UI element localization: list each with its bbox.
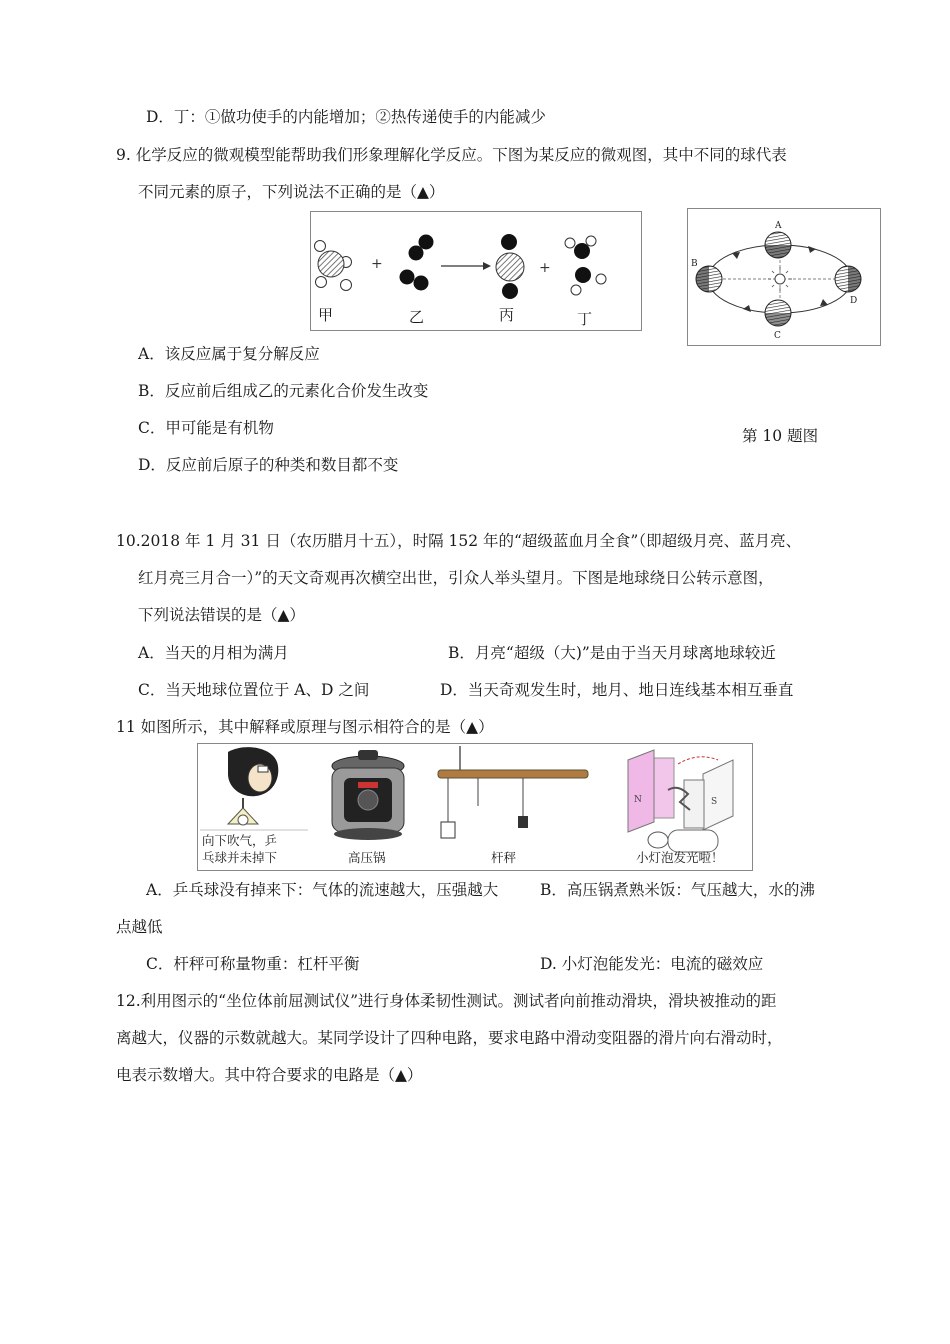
q11-option-b-cont: 点越低: [116, 918, 163, 936]
blowing-person-illustration: [228, 747, 278, 825]
q10-option-d: D．当天奇观发生时，地月、地日连线基本相互垂直: [440, 681, 794, 699]
molecule-yi: [400, 235, 434, 291]
q9-stem-line1: 9. 化学反应的微观模型能帮助我们形象理解化学反应。下图为某反应的微观图，其中不同的球代表: [116, 146, 787, 164]
q11-option-b: B．高压锅煮熟米饭：气压越大，水的沸: [540, 881, 815, 899]
q12-stem-line2: 离越大，仪器的示数就越大。某同学设计了四种电路，要求电路中滑动变阻器的滑片向右滑动时，: [116, 1029, 783, 1047]
q11-option-d: D. 小灯泡能发光：电流的磁效应: [540, 955, 764, 973]
point-d: D: [850, 296, 858, 306]
steelyard-illustration: [438, 746, 588, 838]
molecule-bing: [496, 234, 524, 299]
q10-figure-caption: 第 10 题图: [742, 427, 819, 445]
q9-option-b: B．反应前后组成乙的元素化合价发生改变: [138, 382, 429, 400]
pressure-cooker-illustration: [332, 750, 404, 840]
q11-stem: 11 如图所示，其中解释或原理与图示相符合的是（▲）: [116, 718, 494, 736]
q11-figure-strip: [197, 743, 753, 871]
q10-option-b: B．月亮“超级（大)”是由于当天月球离地球较近: [448, 644, 776, 662]
earth-a: [765, 232, 791, 258]
label-bing: 丙: [499, 306, 515, 324]
q10-stem-line1: 10.2018 年 1 月 31 日（农历腊月十五），时隔 152 年的“超级蓝血月全食”（即超级月亮、蓝月亮、: [116, 532, 802, 550]
q10-stem-line3: 下列说法错误的是（▲）: [138, 606, 305, 624]
q9-stem-line2: 不同元素的原子，下列说法不正确的是（▲）: [138, 183, 445, 201]
earth-b: [696, 266, 722, 292]
q9-reaction-figure: [310, 211, 642, 331]
q12-stem-line1: 12.利用图示的“坐位体前屈测试仪”进行身体柔韧性测试。测试者向前推动滑块，滑块被推动的距: [116, 992, 777, 1010]
q10-orbit-figure: [687, 208, 881, 346]
q9-option-c: C．甲可能是有机物: [138, 419, 274, 437]
earth-c: [765, 300, 791, 326]
label-ding: 丁: [577, 310, 593, 328]
q9-option-a: A．该反应属于复分解反应: [138, 345, 320, 363]
q11-option-c: C．杆秤可称量物重：杠杆平衡: [146, 955, 360, 973]
molecule-jia: [315, 241, 352, 291]
q10-stem-line2: 红月亮三月合一）”的天文奇观再次横空出世，引众人举头望月。下图是地球绕日公转示意图，: [138, 569, 774, 587]
q8-option-d: D．丁：①做功使手的内能增加；②热传递使手的内能减少: [146, 108, 546, 126]
caption-blowing-2: 乓球并未掉下: [202, 850, 278, 865]
q10-option-a: A．当天的月相为满月: [138, 644, 289, 662]
plus-sign-1: +: [371, 256, 383, 272]
q12-stem-line3: 电表示数增大。其中符合要求的电路是（▲）: [116, 1066, 423, 1084]
label-yi: 乙: [409, 308, 425, 326]
point-c: C: [774, 331, 781, 341]
point-a: A: [775, 221, 782, 231]
caption-steelyard: 杆秤: [491, 850, 517, 865]
q9-option-d: D．反应前后原子的种类和数目都不变: [138, 456, 399, 474]
reaction-arrow: [441, 262, 491, 270]
magnet-lamp-illustration: [628, 750, 733, 852]
point-b: B: [691, 259, 698, 269]
plus-sign-2: +: [539, 260, 551, 276]
earth-orbit-diagram: [688, 209, 880, 345]
caption-lamp: 小灯泡发光啦！: [636, 850, 724, 865]
q10-option-c: C．当天地球位置位于 A、D 之间: [138, 681, 370, 699]
magnet-n-label: N: [634, 795, 642, 805]
caption-pressure-cooker: 高压锅: [348, 850, 386, 865]
earth-d: [835, 266, 861, 292]
label-jia: 甲: [318, 306, 334, 324]
q11-option-a: A．乒乓球没有掉来下：气体的流速越大，压强越大: [146, 881, 499, 899]
caption-blowing-1: 向下吹气，乒: [202, 833, 278, 848]
molecule-ding: [565, 236, 606, 295]
magnet-s-label: S: [711, 797, 718, 807]
